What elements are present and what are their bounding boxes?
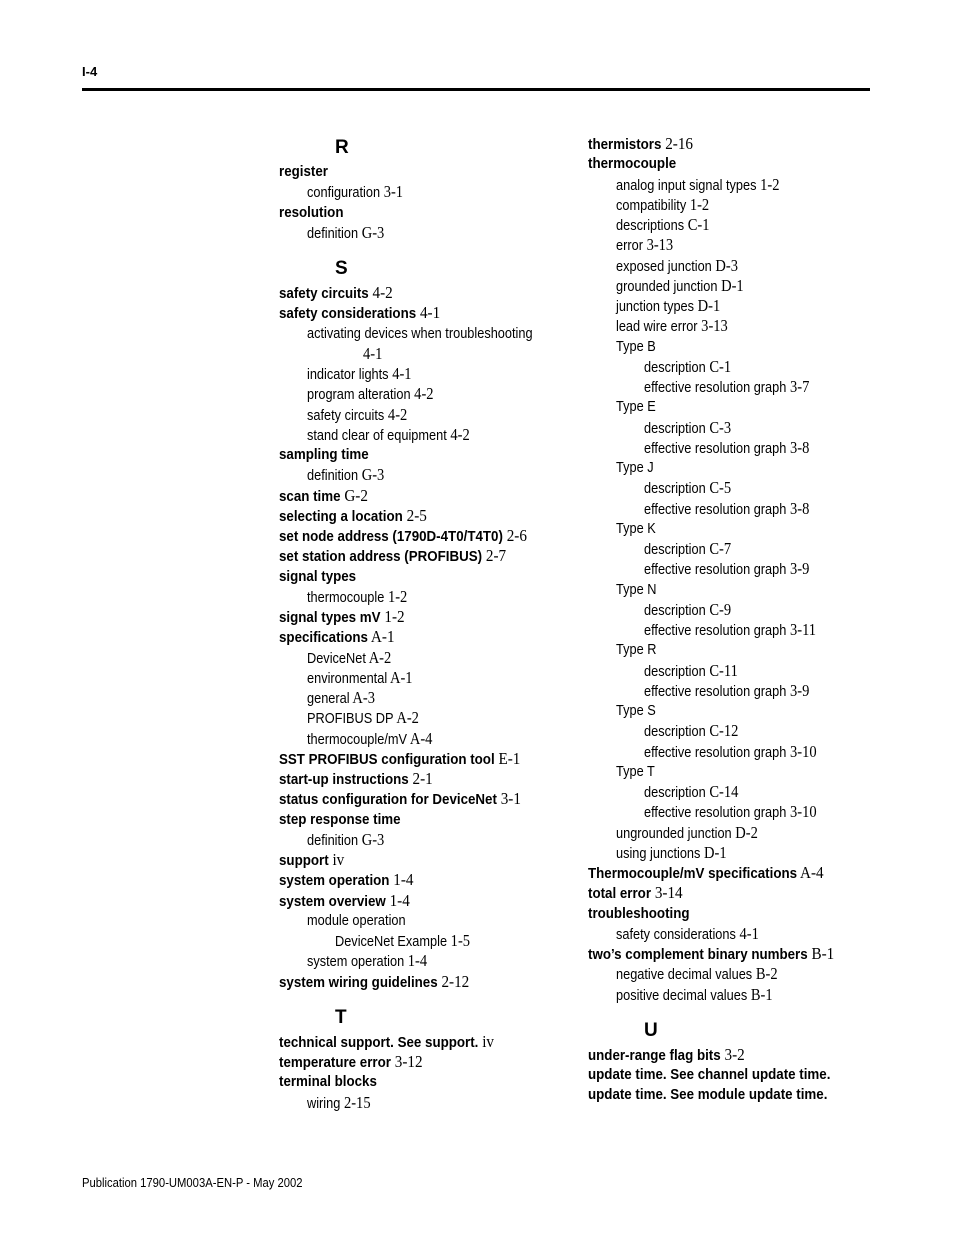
index-subentry — [616, 581, 656, 599]
entry-text: Type J — [616, 460, 654, 476]
page-reference: A-2 — [365, 647, 392, 667]
index-subentry — [307, 1094, 371, 1113]
entry-text: lead wire error — [616, 319, 698, 336]
entry-text: effective resolution graph — [644, 623, 787, 639]
index-subentry — [644, 500, 809, 519]
entry-text: Type R — [616, 642, 657, 659]
index-letter-heading — [644, 1020, 658, 1042]
index-subentry — [307, 952, 427, 971]
index-entry — [279, 547, 506, 566]
entry-text: technical support. See support. — [279, 1034, 479, 1051]
page-reference: A-2 — [393, 708, 419, 728]
entry-text: troubleshooting — [588, 905, 690, 922]
publication-footer: Publication 1790-UM003A-EN-P - May 2002 — [82, 1176, 303, 1190]
entry-text: system wiring guidelines — [279, 974, 438, 991]
index-entry — [279, 750, 520, 769]
index-subentry — [616, 459, 654, 477]
page-reference: 1-5 — [447, 931, 471, 950]
index-subentry — [307, 385, 434, 404]
index-entry — [279, 163, 328, 181]
page-reference: 4-2 — [384, 404, 408, 424]
entry-text: using junctions — [616, 845, 701, 862]
entry-text: signal types — [279, 568, 357, 585]
entry-text: analog input signal types — [616, 177, 757, 194]
index-entry — [279, 1073, 377, 1091]
index-letter-heading — [335, 1007, 347, 1029]
page-reference: C-14 — [705, 782, 739, 801]
entry-text: junction types — [616, 299, 695, 315]
entry-text: update time. See channel update time. — [588, 1067, 831, 1083]
entry-text: register — [279, 164, 328, 180]
entry-text: scan time — [279, 488, 341, 505]
index-entry — [279, 770, 433, 789]
index-entry — [588, 1066, 830, 1084]
index-subentry — [644, 439, 809, 458]
entry-text: PROFIBUS DP — [307, 711, 394, 728]
page-reference: 1-2 — [384, 586, 408, 606]
entry-text: description — [644, 785, 706, 801]
entry-text: safety circuits — [307, 407, 385, 424]
entry-text: update time. See module update time. — [588, 1087, 828, 1104]
entry-text: grounded junction — [616, 278, 718, 295]
index-subentry — [335, 932, 470, 951]
page-reference: C-1 — [705, 356, 732, 376]
page-reference: 2-6 — [502, 526, 527, 545]
entry-text: environmental — [307, 670, 388, 687]
page-reference: 4-1 — [363, 343, 383, 363]
index-subentry — [616, 965, 778, 984]
index-entry — [279, 871, 414, 890]
index-entry — [588, 945, 834, 964]
entry-text: system operation — [307, 954, 405, 971]
page-reference: 2-5 — [402, 505, 427, 525]
page-number: I-4 — [82, 64, 98, 79]
entry-text: effective resolution graph — [644, 501, 787, 518]
index-entry — [588, 135, 693, 154]
page-reference: D-3 — [711, 255, 738, 275]
index-subentry — [616, 196, 709, 215]
entry-text: description — [644, 724, 706, 741]
page-reference: 4-1 — [416, 303, 441, 323]
entry-text: general — [307, 691, 350, 707]
page-reference: iv — [478, 1031, 495, 1051]
entry-text: U — [644, 1019, 658, 1041]
index-subentry — [307, 365, 412, 384]
index-subentry — [616, 216, 710, 235]
entry-text: temperature error — [279, 1055, 391, 1071]
entry-text: support — [279, 853, 329, 869]
page-reference: C-3 — [705, 417, 732, 437]
page-reference: 3-2 — [720, 1044, 745, 1064]
index-subentry — [616, 520, 656, 538]
index-entry — [279, 284, 393, 303]
entry-text: compatibility — [616, 197, 687, 214]
entry-text: activating devices when troubleshooting — [307, 325, 533, 342]
entry-text: effective resolution graph — [644, 380, 787, 396]
index-subentry — [616, 641, 656, 659]
entry-text: resolution — [279, 204, 344, 221]
entry-text: description — [644, 481, 706, 498]
page-reference: C-5 — [705, 478, 732, 498]
entry-text: effective resolution graph — [644, 683, 787, 700]
page-reference: 3-1 — [496, 789, 521, 809]
entry-text: DeviceNet Example — [335, 934, 448, 950]
entry-text: effective resolution graph — [644, 744, 787, 761]
page-reference: 3-9 — [786, 680, 810, 700]
index-entry — [279, 568, 356, 586]
index-entry — [279, 790, 521, 809]
page-reference: 2-7 — [482, 546, 507, 566]
entry-text: T — [335, 1006, 347, 1028]
page-reference: B-1 — [747, 984, 773, 1004]
entry-text: Type S — [616, 703, 656, 719]
entry-text: Type B — [616, 338, 656, 355]
page-reference: A-1 — [367, 627, 395, 647]
index-subentry — [363, 345, 382, 364]
entry-text: effective resolution graph — [644, 805, 787, 822]
entry-text: system operation — [279, 873, 390, 890]
entry-text: descriptions — [616, 218, 685, 234]
entry-text: ungrounded junction — [616, 825, 732, 842]
page-reference: 2-12 — [437, 971, 470, 991]
entry-text: thermocouple — [307, 589, 385, 606]
entry-text: safety circuits — [279, 286, 369, 302]
page-reference: 3-1 — [380, 182, 404, 202]
entry-text: step response time — [279, 811, 401, 828]
entry-text: thermocouple — [588, 156, 677, 173]
entry-text: error — [616, 238, 643, 255]
index-subentry — [644, 601, 731, 620]
page-reference: G-2 — [340, 485, 368, 505]
page-reference: G-3 — [358, 829, 385, 849]
entry-text: indicator lights — [307, 367, 389, 383]
page-reference: 2-15 — [340, 1092, 371, 1112]
index-subentry — [616, 702, 656, 720]
page-reference: 3-10 — [786, 802, 817, 822]
page-reference: 1-4 — [385, 890, 410, 910]
entry-text: status configuration for DeviceNet — [279, 792, 497, 809]
index-subentry — [644, 378, 809, 397]
entry-text: selecting a location — [279, 508, 403, 525]
entry-text: effective resolution graph — [644, 440, 787, 457]
page-reference: D-2 — [731, 822, 758, 842]
index-subentry — [616, 236, 673, 255]
entry-text: two’s complement binary numbers — [588, 947, 808, 963]
index-subentry — [616, 176, 779, 195]
page-reference: 3-10 — [786, 741, 817, 761]
page-reference: C-12 — [705, 721, 739, 741]
page-reference: 1-4 — [404, 951, 428, 971]
index-subentry — [307, 912, 406, 930]
index-subentry — [307, 183, 403, 202]
entry-text: description — [644, 420, 706, 437]
entry-text: Type E — [616, 399, 656, 416]
index-subentry — [616, 297, 720, 316]
entry-text: Type K — [616, 520, 656, 537]
index-entry — [279, 527, 527, 546]
index-subentry — [644, 743, 817, 762]
page-reference: 3-8 — [786, 437, 810, 457]
entry-text: stand clear of equipment — [307, 427, 447, 444]
entry-text: system overview — [279, 893, 386, 910]
entry-text: sampling time — [279, 447, 369, 463]
entry-text: terminal blocks — [279, 1074, 377, 1091]
entry-text: specifications — [279, 630, 368, 647]
index-entry — [279, 608, 405, 627]
index-entry — [279, 304, 440, 323]
index-subentry — [307, 831, 384, 850]
entry-text: start-up instructions — [279, 772, 409, 788]
index-subentry — [307, 406, 407, 425]
entry-text: Thermocouple/mV specifications — [588, 866, 798, 882]
entry-text: description — [644, 663, 706, 680]
entry-text: DeviceNet — [307, 650, 366, 667]
index-subentry — [644, 358, 731, 377]
index-entry — [279, 487, 368, 506]
index-entry — [279, 1033, 494, 1052]
index-subentry — [307, 588, 407, 607]
page-reference: G-3 — [358, 465, 385, 485]
page-reference: C-9 — [705, 599, 732, 619]
page-reference: A-1 — [387, 667, 413, 687]
index-subentry — [616, 338, 656, 356]
index-subentry — [644, 682, 809, 701]
entry-text: wiring — [307, 1095, 341, 1112]
page-reference: A-4 — [797, 863, 824, 882]
page-reference: 3-11 — [786, 620, 817, 639]
index-subentry — [644, 419, 731, 438]
page-reference: 2-1 — [408, 769, 433, 788]
page-reference: 3-13 — [697, 316, 728, 336]
index-letter-heading — [335, 137, 349, 159]
index-entry — [279, 204, 343, 222]
index-subentry — [616, 277, 744, 296]
index-subentry — [644, 662, 738, 681]
page-reference: 3-12 — [390, 1052, 423, 1071]
entry-text: under-range flag bits — [588, 1047, 721, 1064]
page-reference: 3-8 — [786, 498, 810, 518]
index-subentry — [616, 925, 759, 944]
index-entry — [279, 1053, 423, 1072]
page-reference: 1-4 — [389, 870, 414, 890]
page-reference: B-1 — [807, 944, 835, 963]
entry-text: description — [644, 542, 706, 558]
page-reference: 4-2 — [368, 283, 393, 302]
entry-text: definition — [307, 225, 359, 242]
entry-text: positive decimal values — [616, 987, 748, 1004]
page-reference: 3-13 — [642, 235, 674, 255]
page-reference: D-1 — [700, 842, 727, 862]
page-reference: iv — [328, 850, 345, 869]
index-entry — [588, 155, 676, 173]
entry-text: safety considerations — [279, 306, 417, 323]
index-subentry — [644, 722, 738, 741]
index-subentry — [307, 426, 470, 445]
index-entry — [279, 811, 401, 829]
entry-text: thermocouple/mV — [307, 731, 408, 748]
entry-text: effective resolution graph — [644, 562, 787, 579]
index-subentry — [307, 689, 375, 708]
page-reference: 4-1 — [735, 923, 759, 943]
entry-text: configuration — [307, 185, 381, 202]
entry-text: R — [335, 137, 349, 158]
index-entry — [588, 1086, 827, 1104]
page-reference: 4-1 — [388, 364, 412, 383]
entry-text: signal types mV — [279, 610, 381, 626]
entry-text: description — [644, 602, 706, 619]
index-subentry — [644, 783, 738, 802]
page-reference: A-3 — [349, 688, 375, 707]
entry-text: Type T — [616, 763, 655, 780]
entry-text: S — [335, 258, 348, 279]
index-subentry — [307, 730, 432, 749]
page-reference: A-4 — [407, 728, 433, 748]
entry-text: thermistors — [588, 137, 662, 153]
index-subentry — [644, 479, 731, 498]
index-subentry — [644, 560, 809, 579]
index-subentry — [307, 709, 419, 728]
index-entry — [279, 446, 369, 464]
page-reference: 3-14 — [651, 883, 683, 903]
index-subentry — [616, 398, 656, 416]
index-subentry — [616, 257, 738, 276]
entry-text: set station address (PROFIBUS) — [279, 549, 483, 566]
index-subentry — [307, 224, 384, 243]
page-reference: E-1 — [494, 748, 521, 768]
index-entry — [279, 892, 410, 911]
index-subentry — [307, 669, 413, 688]
page-reference: C-7 — [705, 539, 732, 558]
index-entry — [279, 973, 469, 992]
index-subentry — [644, 540, 731, 559]
page-reference: 3-7 — [786, 377, 810, 396]
entry-text: SST PROFIBUS configuration tool — [279, 751, 495, 768]
index-subentry — [616, 824, 758, 843]
page-reference: C-11 — [705, 660, 738, 680]
page-reference: 1-2 — [380, 607, 405, 626]
entry-text: Type N — [616, 581, 657, 598]
entry-text: description — [644, 359, 706, 376]
index-entry — [588, 905, 690, 923]
index-subentry — [616, 844, 727, 863]
entry-text: set node address (1790D-4T0/T4T0) — [279, 529, 503, 545]
page-reference: 1-2 — [686, 194, 710, 214]
index-subentry — [616, 986, 773, 1005]
page-reference: 1-2 — [756, 174, 780, 194]
page-reference: B-2 — [752, 964, 778, 984]
index-entry — [279, 628, 395, 647]
index-subentry — [307, 325, 533, 343]
entry-text: definition — [307, 468, 359, 485]
index-subentry — [307, 466, 384, 485]
index-entry — [588, 864, 824, 883]
index-subentry — [616, 763, 655, 781]
page-reference: 4-2 — [410, 384, 434, 404]
index-subentry — [644, 803, 817, 822]
entry-text: program alteration — [307, 387, 411, 404]
page-reference: G-3 — [358, 222, 385, 242]
index-subentry — [616, 317, 728, 336]
page-reference: 3-9 — [786, 559, 810, 579]
index-entry — [588, 1046, 745, 1065]
entry-text: definition — [307, 832, 359, 849]
header-rule — [82, 88, 870, 91]
entry-text: total error — [588, 886, 652, 903]
page-reference: C-1 — [684, 215, 710, 234]
index-subentry — [644, 621, 816, 640]
page-reference: 2-16 — [661, 134, 694, 153]
index-entry — [279, 507, 427, 526]
page-reference: 4-2 — [446, 424, 470, 444]
entry-text: module operation — [307, 912, 406, 929]
entry-text: negative decimal values — [616, 967, 753, 984]
page-reference: D-1 — [694, 296, 721, 315]
index-letter-heading — [335, 258, 348, 280]
index-entry — [279, 851, 344, 870]
page-reference: D-1 — [717, 275, 744, 295]
entry-text: safety considerations — [616, 926, 736, 943]
index-entry — [588, 884, 683, 903]
entry-text: exposed junction — [616, 258, 712, 275]
index-subentry — [307, 649, 391, 668]
